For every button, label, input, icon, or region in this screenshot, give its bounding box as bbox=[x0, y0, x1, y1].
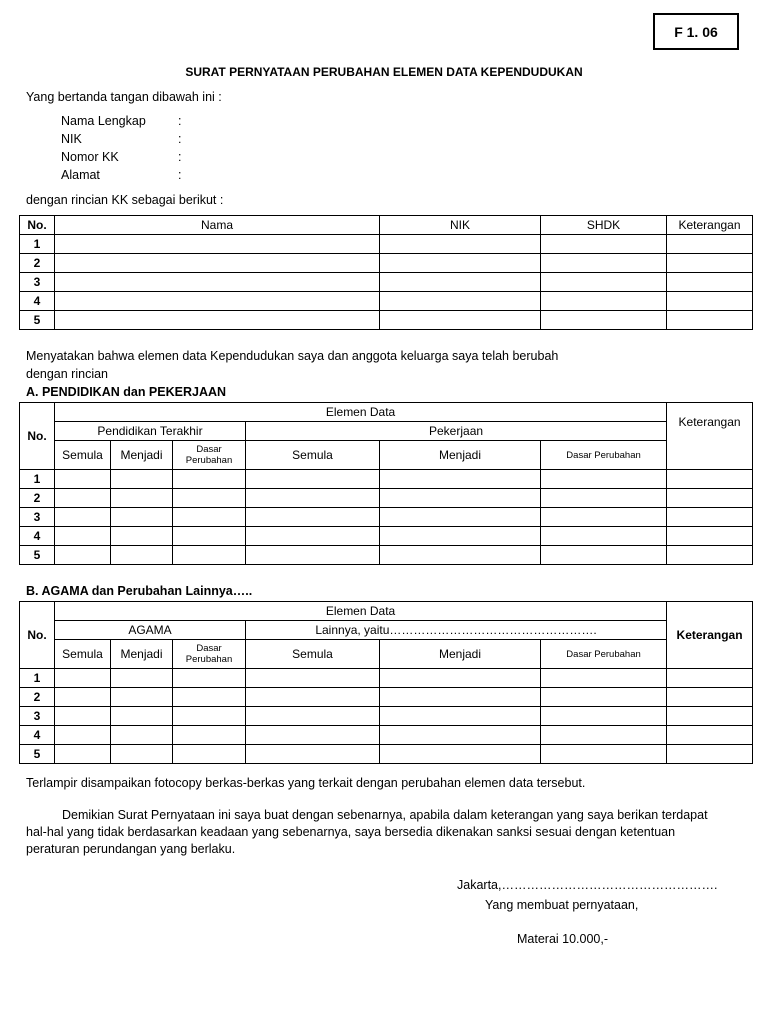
cell[interactable] bbox=[173, 546, 246, 565]
cell[interactable] bbox=[541, 669, 667, 688]
cell[interactable] bbox=[541, 508, 667, 527]
cell[interactable] bbox=[541, 470, 667, 489]
cell[interactable] bbox=[380, 669, 541, 688]
field-label-nama: Nama Lengkap bbox=[61, 114, 146, 128]
row-number: 4 bbox=[20, 292, 55, 311]
cell[interactable] bbox=[380, 726, 541, 745]
cell[interactable] bbox=[55, 470, 111, 489]
cell-nama[interactable] bbox=[55, 273, 380, 292]
field-colon-alamat: : bbox=[178, 168, 182, 182]
cell-keterangan[interactable] bbox=[667, 311, 753, 330]
cell[interactable] bbox=[667, 669, 753, 688]
place-date: Jakarta,……………………………………………. bbox=[457, 878, 718, 892]
cell[interactable] bbox=[173, 489, 246, 508]
row-number: 1 bbox=[20, 669, 55, 688]
section-b-heading: B. AGAMA dan Perubahan Lainnya….. bbox=[26, 584, 253, 598]
cell[interactable] bbox=[667, 707, 753, 726]
closing-line-2: hal-hal yang tidak berdasarkan keadaan yang sebenarnya, saya bersedia dikenakan sanksi sesuai dengan ketentuan bbox=[26, 825, 676, 839]
section-a-col-menjadi-1: Menjadi bbox=[111, 441, 173, 470]
cell-nik[interactable] bbox=[380, 235, 541, 254]
kk-table bbox=[19, 215, 753, 330]
section-a-col-menjadi-2: Menjadi bbox=[380, 441, 541, 470]
cell[interactable] bbox=[55, 546, 111, 565]
cell-nama[interactable] bbox=[55, 235, 380, 254]
section-b-keterangan-header: Keterangan bbox=[667, 602, 753, 669]
cell-keterangan[interactable] bbox=[667, 273, 753, 292]
cell[interactable] bbox=[55, 669, 111, 688]
form-code-box bbox=[653, 13, 739, 50]
cell[interactable] bbox=[55, 489, 111, 508]
cell[interactable] bbox=[246, 726, 380, 745]
cell[interactable] bbox=[111, 688, 173, 707]
section-b-no-header: No. bbox=[20, 602, 55, 669]
cell[interactable] bbox=[246, 508, 380, 527]
section-b-col-menjadi-1: Menjadi bbox=[111, 640, 173, 669]
kk-header-row bbox=[20, 216, 753, 235]
table-row bbox=[20, 508, 753, 527]
table-row bbox=[20, 311, 753, 330]
attachment-text: Terlampir disampaikan fotocopy berkas-berkas yang terkait dengan perubahan elemen data tersebut. bbox=[26, 776, 586, 790]
cell-shdk[interactable] bbox=[541, 273, 667, 292]
cell[interactable] bbox=[55, 707, 111, 726]
section-b-col-dasar-2: Dasar Perubahan bbox=[541, 640, 667, 669]
cell[interactable] bbox=[173, 745, 246, 764]
cell[interactable] bbox=[541, 527, 667, 546]
cell[interactable] bbox=[541, 745, 667, 764]
table-row bbox=[20, 292, 753, 311]
table-row bbox=[20, 669, 753, 688]
section-a-elemen-header: Elemen Data bbox=[55, 403, 667, 422]
section-b-lainnya-header: Lainnya, yaitu……………………………………………. bbox=[246, 621, 667, 640]
cell[interactable] bbox=[246, 745, 380, 764]
row-number: 5 bbox=[20, 546, 55, 565]
cell-nama[interactable] bbox=[55, 254, 380, 273]
row-number: 4 bbox=[20, 527, 55, 546]
section-b-elemen-header: Elemen Data bbox=[55, 602, 667, 621]
cell-nik[interactable] bbox=[380, 273, 541, 292]
field-colon-nomor-kk: : bbox=[178, 150, 182, 164]
section-a-col-dasar-1: Dasar Perubahan bbox=[173, 441, 246, 470]
cell[interactable] bbox=[173, 688, 246, 707]
row-number: 3 bbox=[20, 707, 55, 726]
section-a-pendidikan-header: Pendidikan Terakhir bbox=[55, 422, 246, 441]
cell[interactable] bbox=[55, 508, 111, 527]
cell-nik[interactable] bbox=[380, 311, 541, 330]
cell-keterangan[interactable] bbox=[667, 254, 753, 273]
cell[interactable] bbox=[246, 546, 380, 565]
cell[interactable] bbox=[541, 489, 667, 508]
cell[interactable] bbox=[380, 508, 541, 527]
kk-header-keterangan: Keterangan bbox=[667, 216, 753, 235]
cell[interactable] bbox=[173, 470, 246, 489]
table-row bbox=[20, 254, 753, 273]
cell[interactable] bbox=[111, 527, 173, 546]
statement-line-2: dengan rincian bbox=[26, 367, 109, 381]
row-number: 2 bbox=[20, 489, 55, 508]
cell[interactable] bbox=[111, 508, 173, 527]
cell[interactable] bbox=[380, 489, 541, 508]
table-row bbox=[20, 726, 753, 745]
cell-shdk[interactable] bbox=[541, 254, 667, 273]
row-number: 3 bbox=[20, 508, 55, 527]
table-row bbox=[20, 546, 753, 565]
cell-keterangan[interactable] bbox=[667, 235, 753, 254]
section-b-agama-header: AGAMA bbox=[55, 621, 246, 640]
cell[interactable] bbox=[667, 470, 753, 489]
table-row bbox=[20, 745, 753, 764]
kk-header-shdk: SHDK bbox=[541, 216, 667, 235]
cell[interactable] bbox=[111, 726, 173, 745]
cell[interactable] bbox=[380, 707, 541, 726]
cell[interactable] bbox=[246, 669, 380, 688]
section-b-col-dasar-1: Dasar Perubahan bbox=[173, 640, 246, 669]
cell-nama[interactable] bbox=[55, 311, 380, 330]
cell[interactable] bbox=[111, 489, 173, 508]
cell[interactable] bbox=[246, 470, 380, 489]
row-number: 2 bbox=[20, 688, 55, 707]
cell[interactable] bbox=[173, 527, 246, 546]
kk-intro-text: dengan rincian KK sebagai berikut : bbox=[26, 193, 224, 207]
section-a-pekerjaan-header: Pekerjaan bbox=[246, 422, 667, 441]
kk-header-nama: Nama bbox=[55, 216, 380, 235]
cell[interactable] bbox=[380, 688, 541, 707]
field-label-nik: NIK bbox=[61, 132, 82, 146]
section-b-col-semula-2: Semula bbox=[246, 640, 380, 669]
cell[interactable] bbox=[380, 546, 541, 565]
row-number: 2 bbox=[20, 254, 55, 273]
table-row bbox=[20, 489, 753, 508]
cell[interactable] bbox=[667, 546, 753, 565]
cell[interactable] bbox=[380, 745, 541, 764]
cell[interactable] bbox=[667, 508, 753, 527]
closing-line-1: Demikian Surat Pernyataan ini saya buat dengan sebenarnya, apabila dalam keterangan yang saya berikan terdapat bbox=[62, 808, 708, 822]
cell[interactable] bbox=[55, 527, 111, 546]
cell[interactable] bbox=[111, 707, 173, 726]
form-code: F 1. 06 bbox=[674, 23, 718, 40]
cell[interactable] bbox=[667, 688, 753, 707]
row-number: 1 bbox=[20, 235, 55, 254]
cell[interactable] bbox=[173, 669, 246, 688]
section-a-table bbox=[19, 402, 753, 565]
cell[interactable] bbox=[111, 470, 173, 489]
field-label-nomor-kk: Nomor KK bbox=[61, 150, 119, 164]
closing-line-3: peraturan perundangan yang berlaku. bbox=[26, 842, 236, 856]
cell[interactable] bbox=[246, 489, 380, 508]
cell[interactable] bbox=[380, 470, 541, 489]
field-colon-nama: : bbox=[178, 114, 182, 128]
cell[interactable] bbox=[246, 688, 380, 707]
statement-line-1: Menyatakan bahwa elemen data Kependudukan saya dan anggota keluarga saya telah berubah bbox=[26, 349, 559, 363]
row-number: 1 bbox=[20, 470, 55, 489]
section-b-col-menjadi-2: Menjadi bbox=[380, 640, 541, 669]
cell[interactable] bbox=[380, 527, 541, 546]
kk-header-no: No. bbox=[20, 216, 55, 235]
section-a-heading: A. PENDIDIKAN dan PEKERJAAN bbox=[26, 385, 227, 399]
cell[interactable] bbox=[173, 508, 246, 527]
row-number: 5 bbox=[20, 311, 55, 330]
intro-text: Yang bertanda tangan dibawah ini : bbox=[26, 90, 222, 104]
table-row bbox=[20, 527, 753, 546]
signer-label: Yang membuat pernyataan, bbox=[485, 898, 639, 912]
table-row bbox=[20, 688, 753, 707]
cell[interactable] bbox=[55, 688, 111, 707]
materai-label: Materai 10.000,- bbox=[517, 932, 609, 946]
cell-shdk[interactable] bbox=[541, 235, 667, 254]
field-colon-nik: : bbox=[178, 132, 182, 146]
section-a-keterangan-cell bbox=[667, 441, 753, 470]
row-number: 4 bbox=[20, 726, 55, 745]
cell-shdk[interactable] bbox=[541, 292, 667, 311]
section-a-col-dasar-2: Dasar Perubahan bbox=[541, 441, 667, 470]
cell[interactable] bbox=[541, 546, 667, 565]
section-a-col-semula-2: Semula bbox=[246, 441, 380, 470]
cell[interactable] bbox=[55, 745, 111, 764]
cell-nik[interactable] bbox=[380, 254, 541, 273]
cell-keterangan[interactable] bbox=[667, 292, 753, 311]
cell[interactable] bbox=[246, 707, 380, 726]
cell[interactable] bbox=[246, 527, 380, 546]
cell[interactable] bbox=[541, 707, 667, 726]
cell-nik[interactable] bbox=[380, 292, 541, 311]
cell[interactable] bbox=[667, 489, 753, 508]
cell[interactable] bbox=[173, 726, 246, 745]
cell[interactable] bbox=[173, 707, 246, 726]
cell-nama[interactable] bbox=[55, 292, 380, 311]
cell[interactable] bbox=[111, 546, 173, 565]
cell[interactable] bbox=[55, 726, 111, 745]
field-label-alamat: Alamat bbox=[61, 168, 100, 182]
cell[interactable] bbox=[667, 726, 753, 745]
cell[interactable] bbox=[541, 726, 667, 745]
section-b-table bbox=[19, 601, 753, 764]
table-row bbox=[20, 235, 753, 254]
row-number: 3 bbox=[20, 273, 55, 292]
cell[interactable] bbox=[541, 688, 667, 707]
section-b-col-semula-1: Semula bbox=[55, 640, 111, 669]
cell[interactable] bbox=[111, 745, 173, 764]
document-title: SURAT PERNYATAAN PERUBAHAN ELEMEN DATA KEPENDUDUKAN bbox=[185, 65, 583, 79]
cell-shdk[interactable] bbox=[541, 311, 667, 330]
section-a-col-semula-1: Semula bbox=[55, 441, 111, 470]
cell[interactable] bbox=[667, 745, 753, 764]
section-a-no-header: No. bbox=[20, 403, 55, 470]
table-row bbox=[20, 273, 753, 292]
table-row bbox=[20, 707, 753, 726]
kk-header-nik: NIK bbox=[380, 216, 541, 235]
table-row bbox=[20, 470, 753, 489]
cell[interactable] bbox=[667, 527, 753, 546]
section-a-keterangan-header: Keterangan bbox=[667, 403, 753, 441]
cell[interactable] bbox=[111, 669, 173, 688]
row-number: 5 bbox=[20, 745, 55, 764]
